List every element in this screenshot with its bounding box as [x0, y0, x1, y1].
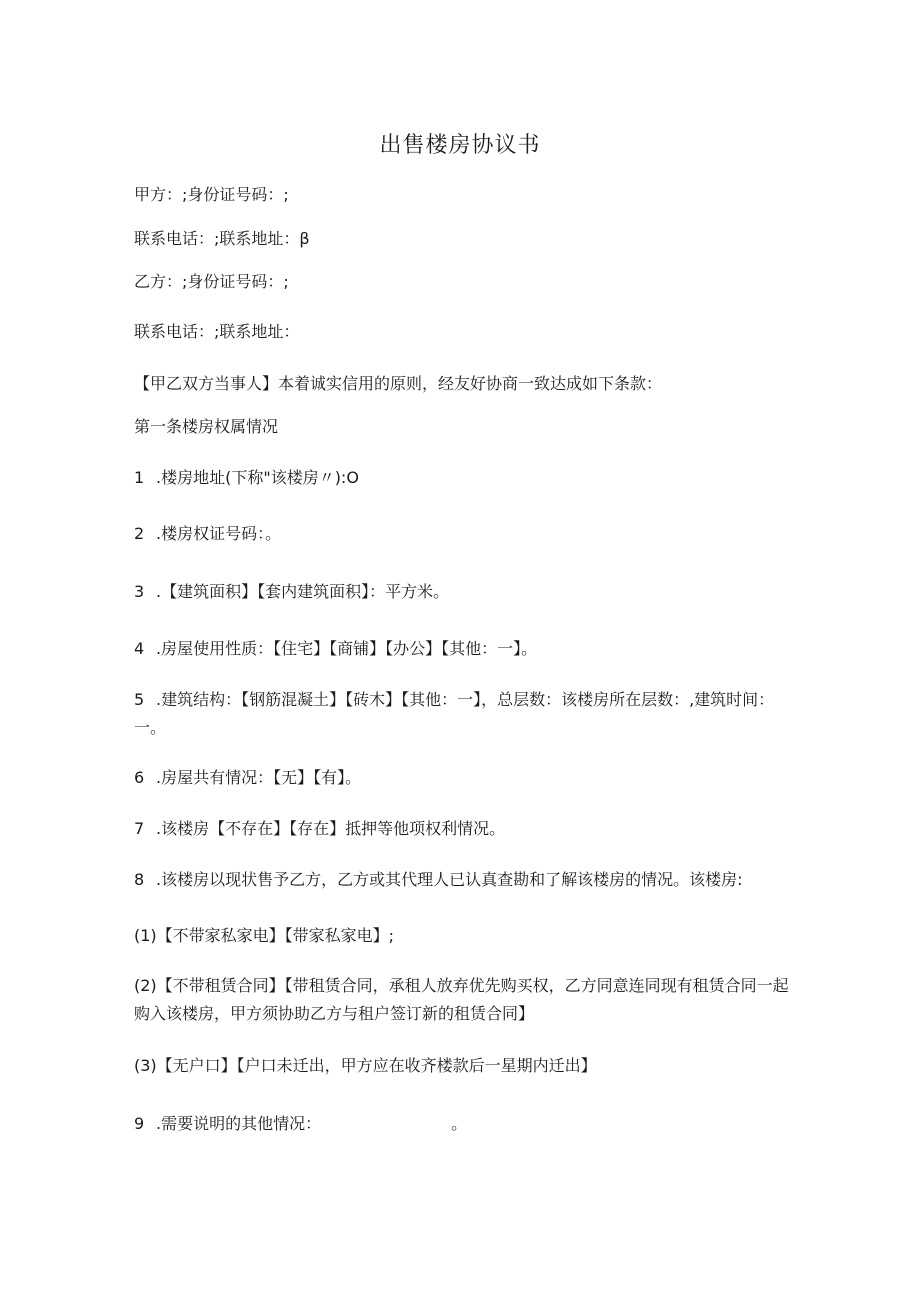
sub-item: (1)【不带家私家电】【带家私家电】;: [134, 926, 395, 945]
item-number: 3: [134, 582, 145, 601]
list-item: [134, 578, 794, 606]
document-title: 出售楼房协议书: [379, 133, 541, 158]
item-number: 9: [134, 1114, 145, 1133]
item-end-mark: 。: [451, 1114, 468, 1133]
preamble-paragraph: 【甲乙双方当事人】本着诚实信用的原则，经友好协商一致达成如下条款：: [134, 374, 663, 393]
item-text: .楼房地址(下称"该楼房〃):O: [156, 468, 359, 487]
item-text: .该楼房【不存在】【存在】抵押等他项权利情况。: [156, 819, 506, 838]
item-number: 5: [134, 690, 145, 709]
item-number: 6: [134, 768, 145, 787]
list-item: [134, 635, 794, 663]
list-item: [134, 1110, 794, 1138]
item-text: .【建筑面积】【套内建筑面积】：平方米。: [156, 582, 450, 601]
item-number: 8: [134, 870, 145, 889]
item-text: .房屋共有情况：【无】【有】。: [156, 768, 362, 787]
article-heading: 第一条楼房权属情况: [134, 417, 279, 436]
item-text: .房屋使用性质：【住宅】【商铺】【办公】【其他：一】。: [156, 639, 538, 658]
party-a-contact-line: 联系电话：;联系地址：β: [134, 229, 310, 248]
sub-item: (3)【无户口】【户口未迁出，甲方应在收齐楼款后一星期内迁出】: [134, 1056, 597, 1075]
item-number: 7: [134, 819, 145, 838]
list-item: [134, 686, 794, 742]
item-text: .需要说明的其他情况：: [156, 1114, 322, 1133]
item-number: 4: [134, 639, 145, 658]
item-number: 1: [134, 468, 145, 487]
party-a-line: 甲方：;身份证号码：;: [134, 185, 289, 204]
item-text: .该楼房以现状售予乙方，乙方或其代理人已认真查勘和了解该楼房的情况。该楼房:: [156, 870, 743, 889]
list-item: [134, 764, 794, 792]
sub-item: (2)【不带租赁合同】【带租赁合同，承租人放弃优先购买权，乙方同意连同现有租赁合同一起购入该楼房，甲方须协助乙方与租户签订新的租赁合同】: [134, 976, 789, 1023]
list-item: [134, 464, 794, 492]
list-item: [134, 866, 794, 894]
party-b-line: 乙方：;身份证号码：;: [134, 272, 289, 291]
list-item: [134, 520, 794, 548]
item-number: 2: [134, 524, 145, 543]
item-text: .建筑结构：【钢筋混凝土】【砖木】【其他：一】，总层数：该楼房所在层数：,建筑时间：一。: [134, 690, 775, 737]
list-item: [134, 815, 794, 843]
party-b-contact-line: 联系电话：;联系地址：: [134, 322, 300, 341]
item-text: .楼房权证号码：。: [156, 524, 282, 543]
